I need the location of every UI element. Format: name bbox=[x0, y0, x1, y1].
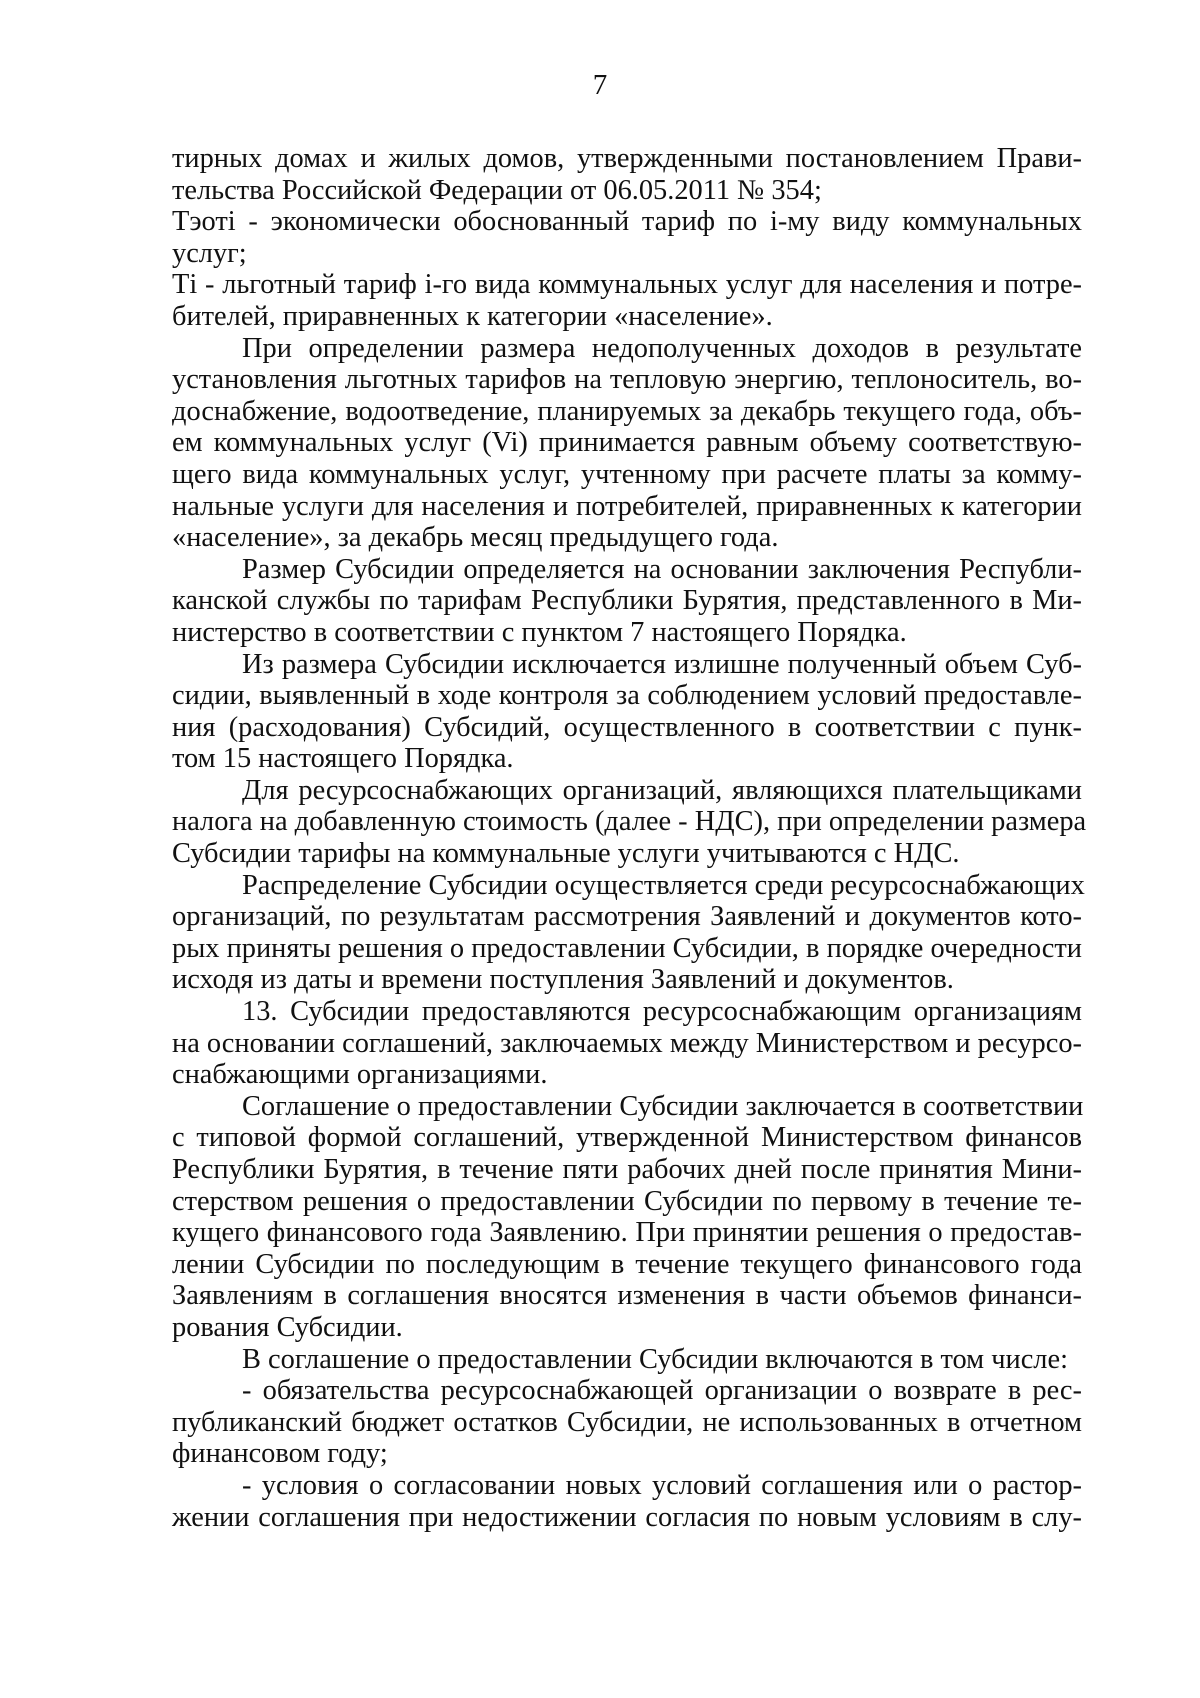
text-line: публиканский бюджет остатков Субсидии, не использованных в отчетном bbox=[172, 1406, 1082, 1438]
text-line: ния (расходования) Субсидий, осуществленного в соответствии с пунк- bbox=[172, 711, 1082, 743]
text-line: том 15 настоящего Порядка. bbox=[172, 743, 514, 775]
paragraph bbox=[172, 554, 1082, 649]
text-line: При определении размера недополученных доходов в результате bbox=[242, 332, 1082, 364]
text-line: Распределение Субсидии осуществляется среди ресурсоснабжающих bbox=[242, 869, 1085, 901]
text-line: на основании соглашений, заключаемых между Министерством и ресурсо- bbox=[172, 1027, 1082, 1059]
text-line: жении соглашения при недостижении согласия по новым условиям в слу- bbox=[172, 1501, 1082, 1533]
text-line: исходя из даты и времени поступления Заявлений и документов. bbox=[172, 964, 954, 996]
paragraph bbox=[172, 1470, 1082, 1533]
paragraph bbox=[172, 1344, 1082, 1376]
paragraph bbox=[172, 996, 1082, 1091]
text-line: Размер Субсидии определяется на основании заключения Республи- bbox=[242, 553, 1082, 585]
text-line: установления льготных тарифов на тепловую энергию, теплоноситель, во- bbox=[172, 364, 1082, 396]
text-line: услуг; bbox=[172, 237, 247, 269]
text-line: бителей, приравненных к категории «население». bbox=[172, 300, 773, 332]
paragraph bbox=[172, 774, 1087, 870]
text-line: 13. Субсидии предоставляются ресурсоснабжающим организациям bbox=[242, 996, 1082, 1028]
text-line: канской службы по тарифам Республики Бурятия, представленного в Ми- bbox=[172, 585, 1082, 617]
text-line: налога на добавленную стоимость (далее - НДС), при определении размера bbox=[172, 806, 1087, 838]
text-line: рых приняты решения о предоставлении Субсидии, в порядке очередности bbox=[172, 932, 1082, 964]
paragraph bbox=[172, 333, 1082, 554]
text-line: нистерство в соответствии с пунктом 7 настоящего Порядка. bbox=[172, 616, 907, 648]
paragraph bbox=[172, 1091, 1082, 1344]
document-body bbox=[172, 143, 1087, 1533]
text-line: доснабжение, водоотведение, планируемых за декабрь текущего года, объ- bbox=[172, 395, 1082, 427]
paragraph bbox=[172, 143, 1082, 206]
text-line: Заявлениям в соглашения вносятся изменения в части объемов финанси- bbox=[172, 1280, 1082, 1312]
text-line: - обязательства ресурсоснабжающей организации о возврате в рес- bbox=[242, 1375, 1082, 1407]
text-line: Тэоті - экономически обоснованный тариф по і-му виду коммунальных bbox=[172, 206, 1082, 238]
text-line: Субсидии тарифы на коммунальные услуги учитываются с НДС. bbox=[172, 838, 960, 870]
text-line: снабжающими организациями. bbox=[172, 1059, 548, 1091]
text-line: «население», за декабрь месяц предыдущего года. bbox=[172, 522, 779, 554]
paragraph bbox=[172, 649, 1082, 775]
paragraph bbox=[172, 869, 1085, 996]
paragraph bbox=[172, 269, 1082, 332]
text-line: В соглашение о предоставлении Субсидии включаются в том числе: bbox=[242, 1343, 1068, 1375]
text-line: - условия о согласовании новых условий соглашения или о растор- bbox=[242, 1469, 1082, 1501]
text-line: лении Субсидии по последующим в течение текущего финансового года bbox=[172, 1248, 1082, 1280]
text-line: кущего финансового года Заявлению. При принятии решения о предостав- bbox=[172, 1217, 1082, 1249]
text-line: Из размера Субсидии исключается излишне полученный объем Суб- bbox=[242, 648, 1082, 680]
text-line: стерством решения о предоставлении Субсидии по первому в течение те- bbox=[172, 1185, 1082, 1217]
text-line: организаций, по результатам рассмотрения Заявлений и документов кото- bbox=[172, 901, 1082, 933]
text-line: рования Субсидии. bbox=[172, 1311, 403, 1343]
text-line: Соглашение о предоставлении Субсидии заключается в соответствии bbox=[242, 1090, 1084, 1122]
text-line: тельства Российской Федерации от 06.05.2011 № 354; bbox=[172, 174, 822, 206]
text-line: тирных домах и жилых домов, утвержденными постановлением Прави- bbox=[172, 143, 1082, 174]
text-line: с типовой формой соглашений, утвержденной Министерством финансов bbox=[172, 1122, 1082, 1154]
text-line: щего вида коммунальных услуг, учтенному при расчете платы за комму- bbox=[172, 458, 1082, 490]
text-line: Республики Бурятия, в течение пяти рабочих дней после принятия Мини- bbox=[172, 1154, 1082, 1185]
text-line: Ті - льготный тариф і-го вида коммунальных услуг для населения и потре- bbox=[172, 269, 1082, 301]
text-line: Для ресурсоснабжающих организаций, являющихся плательщиками bbox=[242, 774, 1082, 806]
text-line: нальные услуги для населения и потребителей, приравненных к категории bbox=[172, 490, 1082, 522]
text-line: сидии, выявленный в ходе контроля за соблюдением условий предоставле- bbox=[172, 680, 1082, 712]
text-line: финансовом году; bbox=[172, 1438, 388, 1470]
paragraph bbox=[172, 206, 1082, 269]
text-line: ем коммунальных услуг (Vi) принимается равным объему соответствую- bbox=[172, 427, 1082, 459]
page-number: 7 bbox=[592, 69, 608, 101]
paragraph bbox=[172, 1375, 1082, 1470]
